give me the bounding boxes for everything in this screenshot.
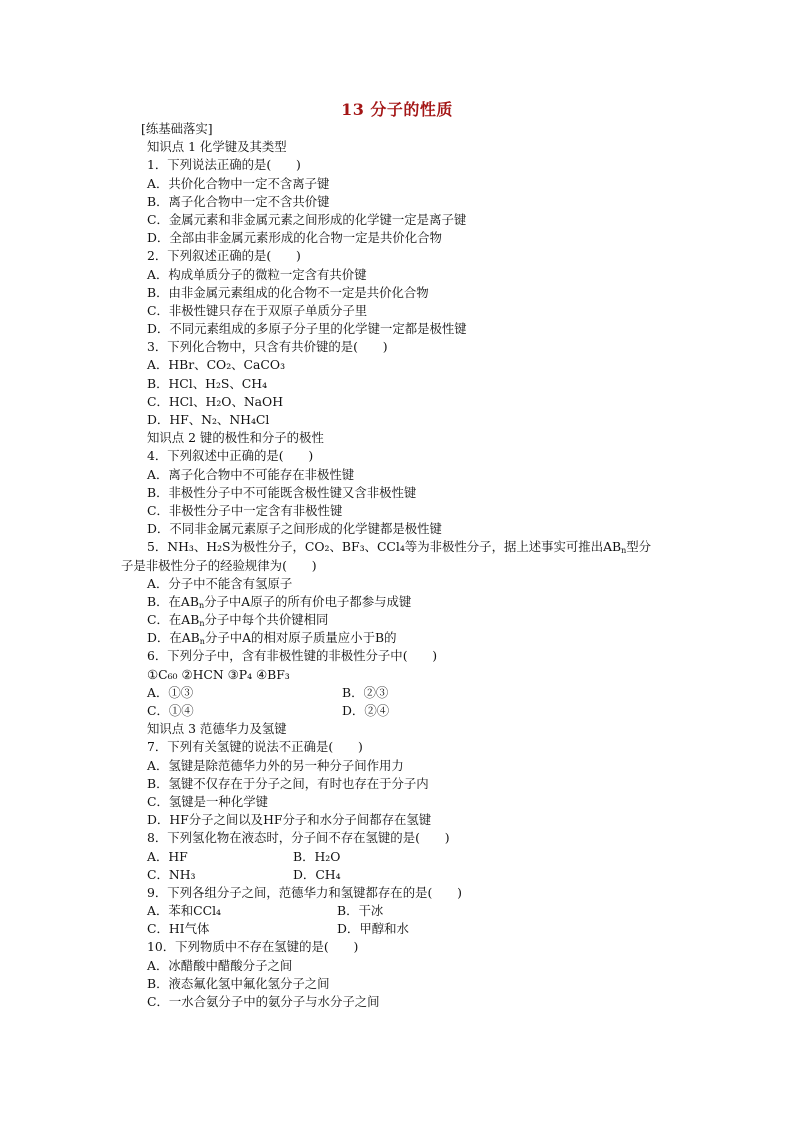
option-d: D．HF、N₂、NH₄Cl — [147, 412, 270, 427]
option-d: D．不同非金属元素原子之间形成的化学键都是极性键 — [147, 521, 442, 537]
question-items: ①C₆₀ ②HCN ③P₄ ④BF₃ — [147, 666, 290, 682]
question-stem: 10．下列物质中不存在氢键的是( ) — [147, 939, 359, 955]
option-c: C．氢键是一种化学键 — [147, 793, 268, 809]
question-stem: 6．下列分子中，含有非极性键的非极性分子中( ) — [147, 648, 438, 664]
question-stem: 1．下列说法正确的是( ) — [147, 157, 301, 173]
option-row — [147, 702, 647, 720]
option-d: D．甲醇和水 — [337, 921, 409, 937]
page-title: 13 分子的性质 — [341, 100, 453, 119]
question-stem-line-1: 5．NH₃、H₂S为极性分子，CO₂、BF₃、CCl₄等为非极性分子，据上述事实可推出$AB_n$型分 — [147, 539, 652, 556]
option-c: C．①④ — [147, 703, 194, 718]
option-c: C．非极性分子中一定含有非极性键 — [147, 502, 343, 518]
option-d: D．在$AB_n$分子中A的相对原子质量应小于B的 — [147, 630, 397, 647]
option-row — [147, 902, 647, 920]
option-b: B．②③ — [342, 684, 389, 700]
option-a: A．①③ — [147, 684, 194, 700]
option-b: B．干冰 — [337, 903, 384, 919]
question-stem: 2．下列叙述正确的是( ) — [147, 248, 301, 264]
option-c: C．非极性键只存在于双原子单质分子里 — [147, 302, 368, 318]
option-a: A．冰醋酸中醋酸分子之间 — [147, 957, 293, 973]
option-b: B．由非金属元素组成的化合物不一定是共价化合物 — [147, 284, 429, 300]
option-a: A．分子中不能含有氢原子 — [147, 575, 293, 591]
option-a: A．离子化合物中不可能存在非极性键 — [147, 466, 355, 482]
option-d: D．②④ — [342, 703, 390, 718]
option-b: B．非极性分子中不可能既含极性键又含非极性键 — [147, 484, 417, 500]
section-header: [练基础落实] — [141, 121, 213, 136]
document-body — [121, 120, 652, 1011]
question-stem: 4．下列叙述中正确的是( ) — [147, 448, 314, 464]
option-a: A．HBr、CO₂、CaCO₃ — [147, 357, 286, 373]
option-d: D．CH₄ — [293, 866, 341, 882]
question-stem-line-2: 子是非极性分子的经验规律为( ) — [121, 557, 317, 573]
question-stem: 9．下列各组分子之间，范德华力和氢键都存在的是( ) — [147, 884, 462, 900]
option-a: A．苯和CCl₄ — [147, 903, 222, 919]
question-stem: 3．下列化合物中，只含有共价键的是( ) — [147, 339, 388, 355]
option-b: B．HCl、H₂S、CH₄ — [147, 375, 268, 391]
option-c: C．HI气体 — [147, 921, 210, 937]
knowledge-point-heading: 知识点 3 范德华力及氢键 — [147, 721, 287, 737]
option-c: C．金属元素和非金属元素之间形成的化学键一定是离子键 — [147, 211, 467, 227]
option-c: C．NH₃ — [147, 866, 196, 882]
option-row — [147, 848, 647, 866]
knowledge-point-heading: 知识点 2 键的极性和分子的极性 — [147, 430, 324, 446]
option-c: C．一水合氨分子中的氨分子与水分子之间 — [147, 994, 380, 1009]
knowledge-point-heading: 知识点 1 化学键及其类型 — [147, 139, 287, 155]
option-b: B．离子化合物中一定不含共价键 — [147, 193, 330, 209]
option-d: D．不同元素组成的多原子分子里的化学键一定都是极性键 — [147, 321, 467, 337]
option-c: C．在$AB_n$分子中每个共价键相同 — [147, 612, 329, 629]
option-b: B．H₂O — [293, 848, 341, 864]
option-a: A．HF — [147, 848, 188, 864]
option-b: B．氢键不仅存在于分子之间，有时也存在于分子内 — [147, 775, 429, 791]
option-c: C．HCl、H₂O、NaOH — [147, 393, 284, 409]
question-stem: 8．下列氢化物在液态时，分子间不存在氢键的是( ) — [147, 830, 450, 846]
question-stem: 7．下列有关氢键的说法不正确是( ) — [147, 739, 363, 755]
option-a: A．共价化合物中一定不含离子键 — [147, 175, 330, 191]
option-row — [147, 920, 647, 938]
option-b: B．液态氟化氢中氟化氢分子之间 — [147, 975, 330, 991]
option-b: B．在$AB_n$分子中A原子的所有价电子都参与成键 — [147, 593, 412, 610]
option-row — [147, 866, 647, 884]
option-row — [147, 684, 647, 702]
option-d: D．HF分子之间以及HF分子和水分子间都存在氢键 — [147, 812, 432, 828]
option-d: D．全部由非金属元素形成的化合物一定是共价化合物 — [147, 230, 442, 246]
option-a: A．构成单质分子的微粒一定含有共价键 — [147, 266, 367, 282]
option-a: A．氢键是除范德华力外的另一种分子间作用力 — [147, 757, 404, 773]
